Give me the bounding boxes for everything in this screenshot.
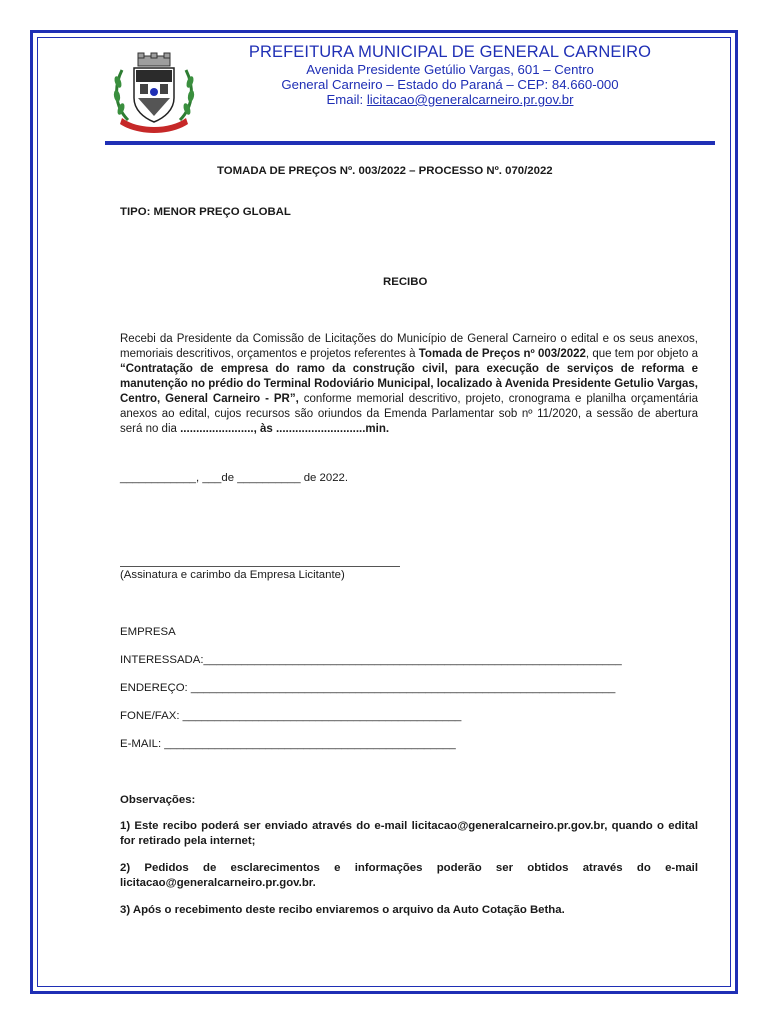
type-line: TIPO: MENOR PREÇO GLOBAL (120, 206, 291, 218)
interessada-field[interactable]: INTERESSADA:__________________________________________________________________ (120, 654, 622, 666)
body-bold-3: ......................., às ............................min. (180, 423, 390, 435)
body-bold-1: Tomada de Preços nº 003/2022 (418, 348, 586, 360)
process-heading: TOMADA DE PREÇOS Nº. 003/2022 – PROCESSO Nº. 070/2022 (217, 165, 553, 177)
email-link[interactable]: licitacao@generalcarneiro.pr.gov.br (366, 92, 574, 107)
email-label: Email: (326, 92, 367, 107)
observations-title: Observações: (120, 794, 196, 806)
endereco-field[interactable]: ENDEREÇO: ___________________________________________________________________ (120, 682, 616, 694)
observation-item-1: 1) Este recibo poderá ser enviado através do e-mail licitacao@generalcarneiro.pr.gov.br, quando o edital for retirado pela internet; (120, 820, 698, 847)
body-text-3: conforme memorial descritivo, projeto, cronograma e planilha orçamentária anexos ao edital, cujos recursos são oriundos da Emenda Parlamentar sob nº 11/2020, a sessão de abertura será no dia (120, 393, 698, 435)
address-line-1: Avenida Presidente Getúlio Vargas, 601 – Centro (306, 62, 594, 77)
body-text-1: Recebi da Presidente da Comissão de Licitações do Município de General Carneiro o edital e os seus anexos, memoriais descritivos, orçamentos e projetos referentes à (120, 333, 698, 360)
email-line (215, 92, 685, 107)
letterhead (215, 42, 685, 107)
observation-item-2: 2) Pedidos de esclarecimentos e informações poderão ser obtidos através do e-mail licitacao@generalcarneiro.pr.gov.br. (120, 862, 698, 889)
empresa-label: EMPRESA (120, 626, 176, 638)
receipt-body-paragraph (120, 332, 698, 437)
body-text-2: , que tem por objeto a (585, 348, 698, 360)
header-divider (105, 141, 715, 145)
date-line: ____________, ___de __________ de 2022. (120, 472, 349, 484)
receipt-title: RECIBO (383, 276, 428, 288)
fone-fax-field[interactable]: FONE/FAX: ____________________________________________ (120, 710, 462, 722)
signature-line (120, 566, 400, 567)
email-field[interactable]: E-MAIL: ______________________________________________ (120, 738, 456, 750)
address-line-2: General Carneiro – Estado do Paraná – CEP: 84.660-000 (281, 77, 619, 92)
municipal-coat-of-arms-icon (108, 52, 200, 136)
city-hall-title: PREFEITURA MUNICIPAL DE GENERAL CARNEIRO (248, 43, 652, 61)
signature-caption: (Assinatura e carimbo da Empresa Licitante) (120, 569, 345, 581)
body-bold-2: “Contratação de empresa do ramo da construção civil, para execução de serviços de reforma e manutenção no prédio do Terminal Rodoviário Municipal, localizado à Avenida Presidente Getulio Vargas, Centro, General Carneiro - PR”, (120, 363, 698, 405)
observation-item-3: 3) Após o recebimento deste recibo enviaremos o arquivo da Auto Cotação Betha. (120, 904, 565, 916)
